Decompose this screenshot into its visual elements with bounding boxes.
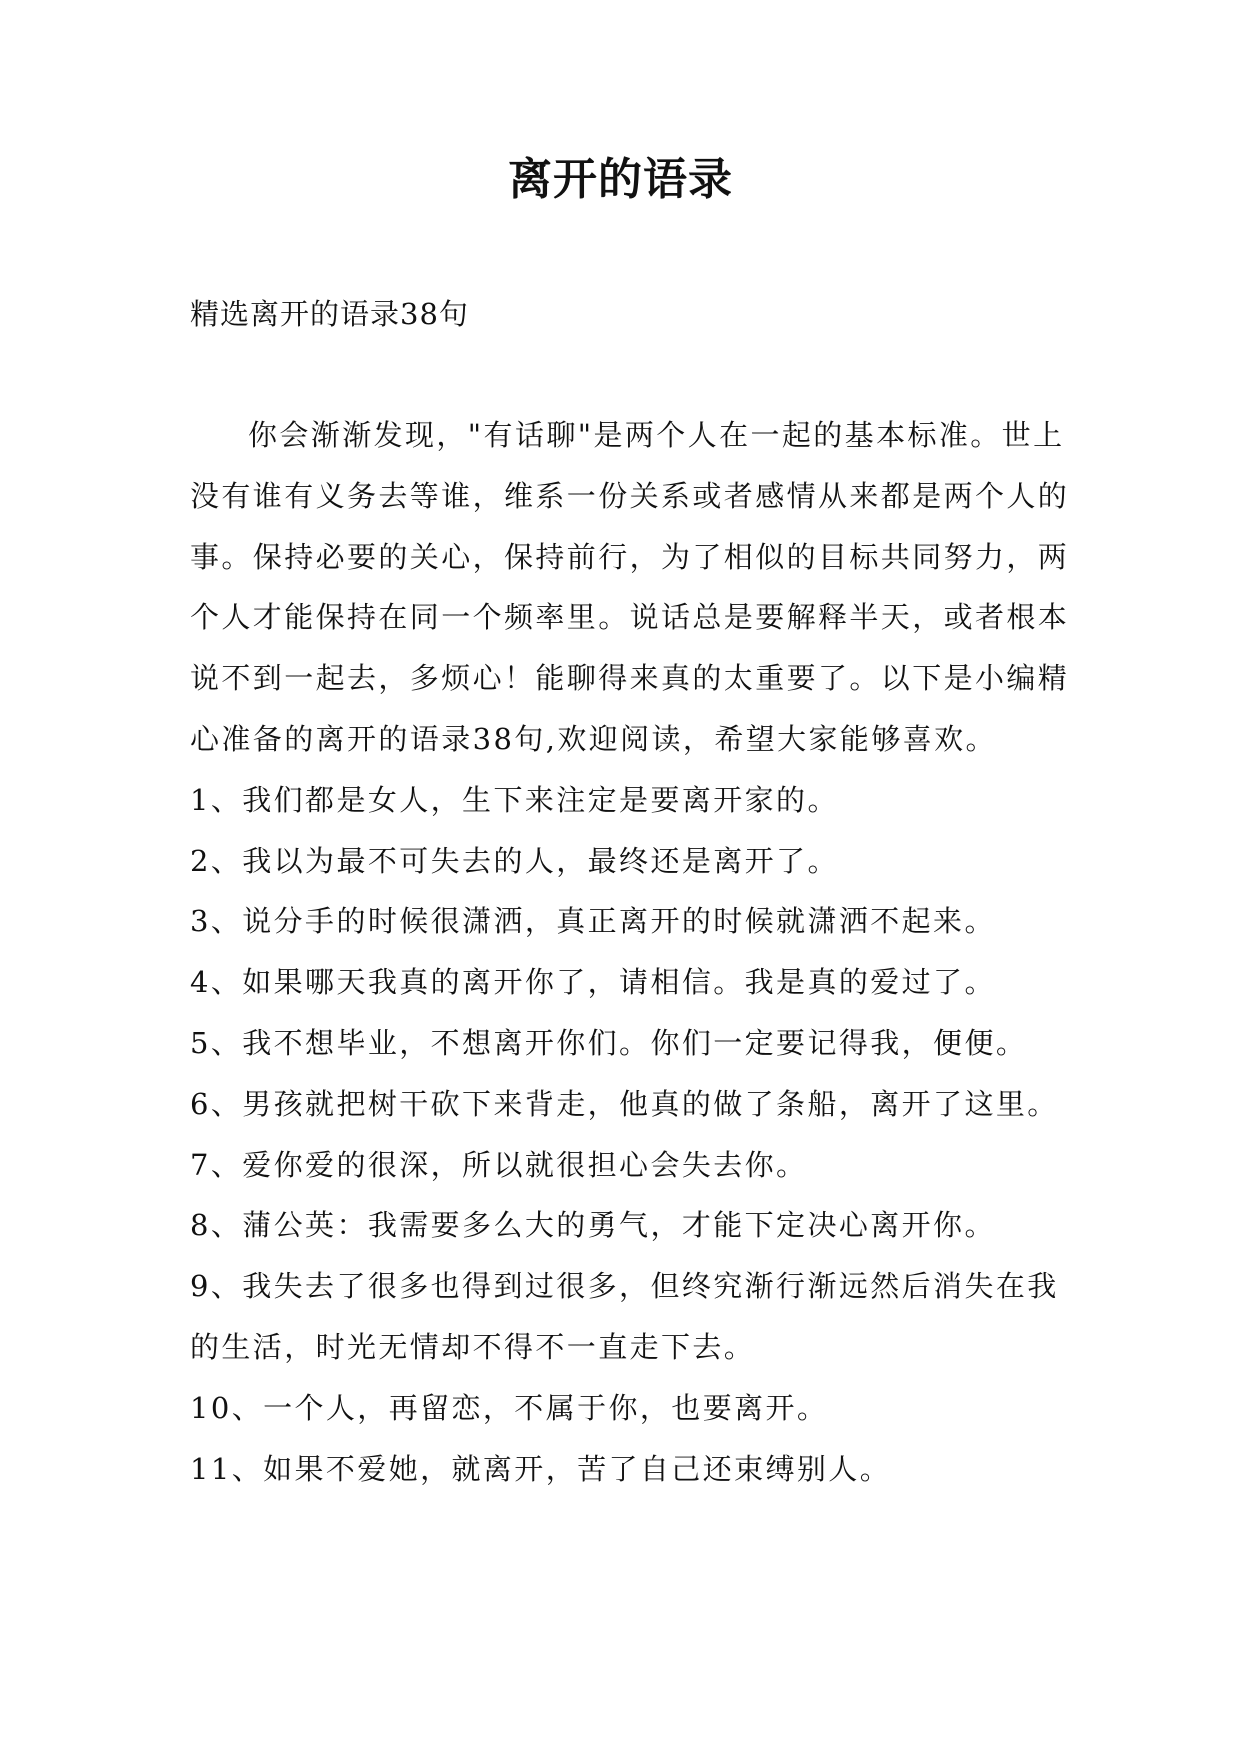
quote-item: 8、蒲公英：我需要多么大的勇气，才能下定决心离开你。 — [190, 1208, 996, 1243]
quote-item: 9、我失去了很多也得到过很多，但终究渐行渐远然后消失在我的生活，时光无情却不得不一直走下去。 — [190, 1269, 1059, 1364]
intro-paragraph: 你会渐渐发现，"有话聊"是两个人在一起的基本标准。世上没有谁有义务去等谁，维系一份关系或者感情从来都是两个人的事。保持必要的关心，保持前行，为了相似的目标共同努力，两个人才能保持在同一个频率里。说话总是要解释半天，或者根本说不到一起去，多烦心！能聊得来真的太重要了。以下是小编精心准备的离开的语录38句,欢迎阅读，希望大家能够喜欢。 — [190, 418, 1070, 756]
quote-item: 2、我以为最不可失去的人，最终还是离开了。 — [190, 843, 839, 878]
quote-item: 3、说分手的时候很潇洒，真正离开的时候就潇洒不起来。 — [190, 904, 996, 939]
quote-item: 11、如果不爱她，就离开，苦了自己还束缚别人。 — [190, 1451, 892, 1486]
document-body — [190, 405, 1070, 1499]
quote-item: 7、爱你爱的很深，所以就很担心会失去你。 — [190, 1147, 808, 1182]
quote-item: 10、一个人，再留恋，不属于你，也要离开。 — [190, 1390, 829, 1425]
document-title: 离开的语录 — [508, 154, 733, 205]
quote-list — [190, 770, 1070, 1500]
quote-item: 1、我们都是女人，生下来注定是要离开家的。 — [190, 782, 839, 817]
quote-item: 6、男孩就把树干砍下来背走，他真的做了条船，离开了这里。 — [190, 1086, 1059, 1121]
quote-item: 4、如果哪天我真的离开你了，请相信。我是真的爱过了。 — [190, 965, 996, 1000]
document-subtitle: 精选离开的语录38句 — [190, 297, 469, 331]
quote-item: 5、我不想毕业，不想离开你们。你们一定要记得我，便便。 — [190, 1025, 1028, 1060]
